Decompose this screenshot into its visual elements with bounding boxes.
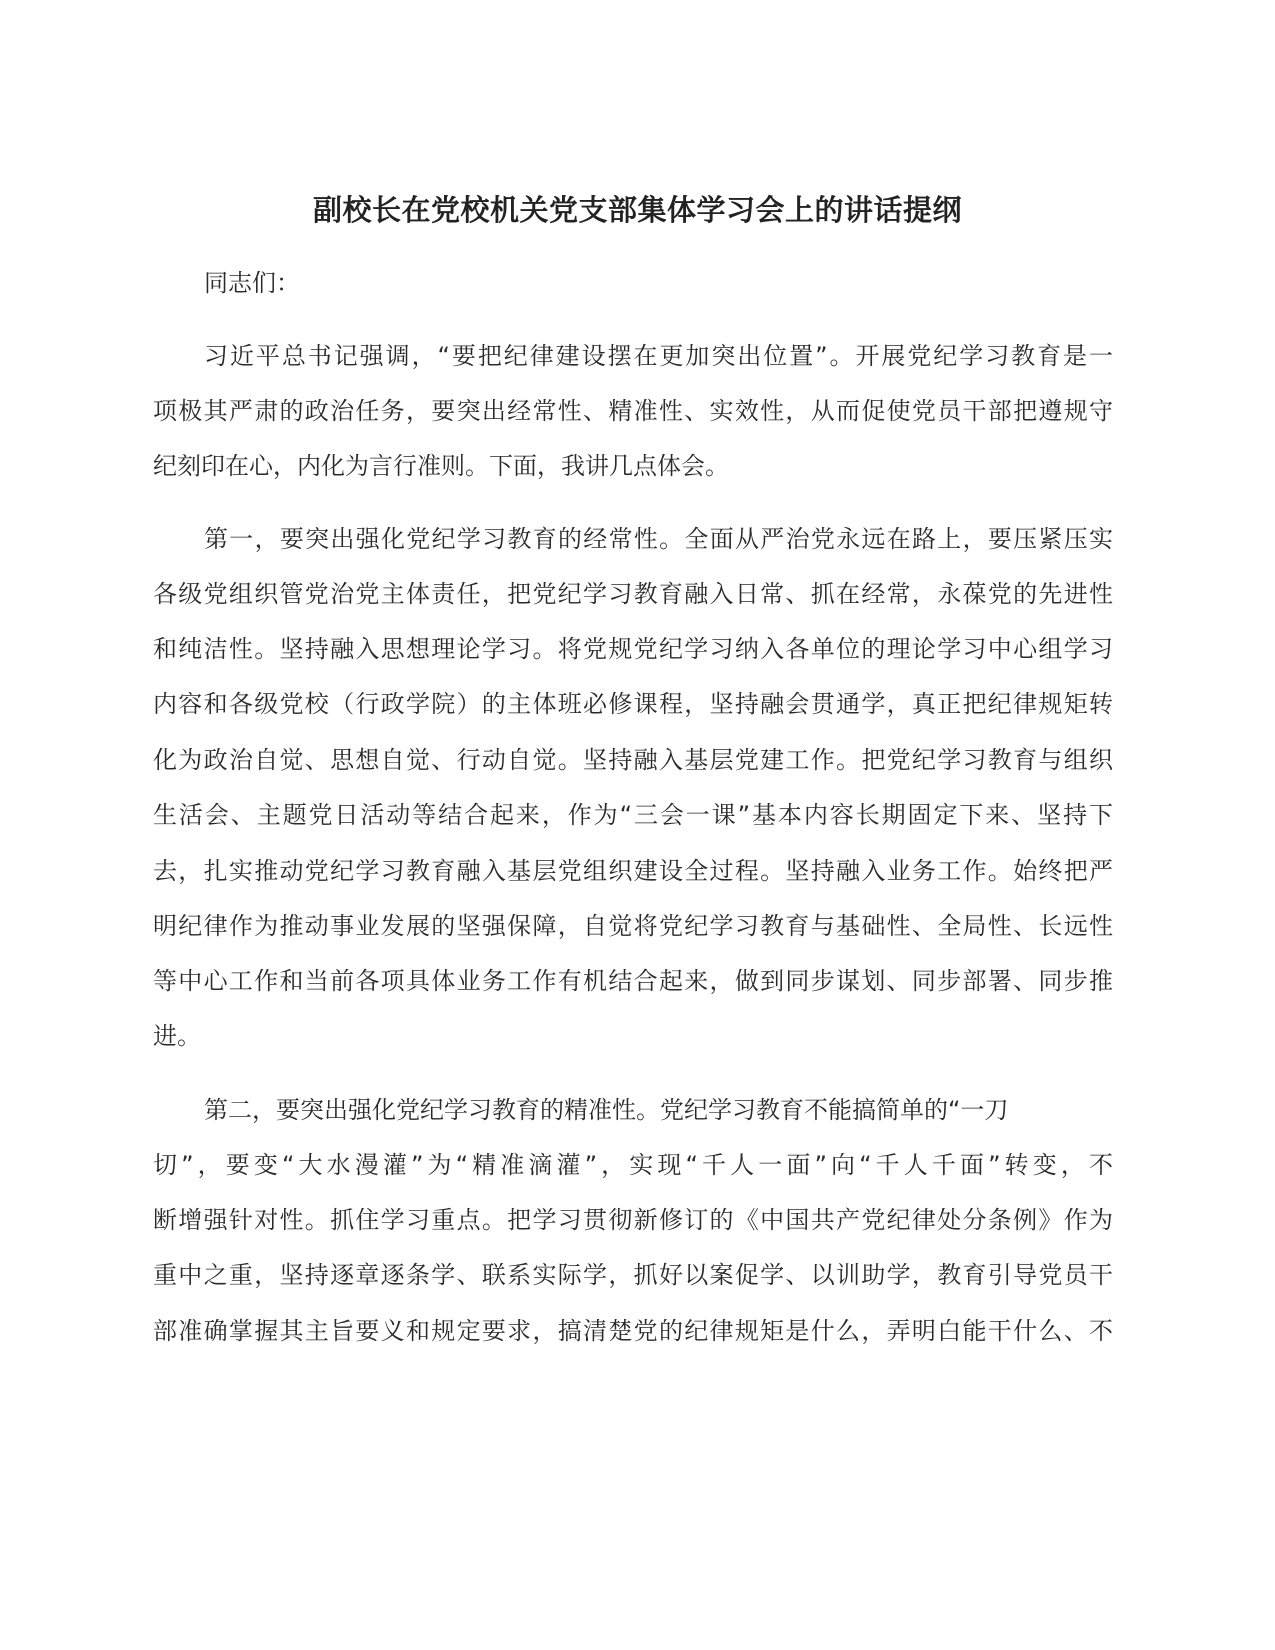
- paragraph-line: 部准确掌握其主旨要义和规定要求，搞清楚党的纪律规矩是什么，弄明白能干什么、不: [153, 1317, 1113, 1345]
- paragraph-line: 各级党组织管党治党主体责任，把党纪学习教育融入日常、抓在经常，永葆党的先进性: [153, 580, 1113, 608]
- paragraph-line: 习近平总书记强调，“要把纪律建设摆在更加突出位置”。开展党纪学习教育是一: [204, 342, 1113, 370]
- paragraph-line: 生活会、主题党日活动等结合起来，作为“三会一课”基本内容长期固定下来、坚持下: [153, 801, 1113, 829]
- paragraph-line: 切”，要变“大水漫灌”为“精准滴灌”，实现“千人一面”向“千人千面”转变，不: [153, 1151, 1113, 1179]
- paragraph-line: 内容和各级党校（行政学院）的主体班必修课程，坚持融会贯通学，真正把纪律规矩转: [153, 690, 1113, 718]
- paragraph-line: 第二，要突出强化党纪学习教育的精准性。党纪学习教育不能搞简单的“一刀: [204, 1096, 1009, 1124]
- paragraph-line: 断增强针对性。抓住学习重点。把学习贯彻新修订的《中国共产党纪律处分条例》作为: [153, 1206, 1113, 1234]
- paragraph-line: 等中心工作和当前各项具体业务工作有机结合起来，做到同步谋划、同步部署、同步推: [153, 967, 1113, 995]
- paragraph-line: 进。: [153, 1022, 201, 1050]
- paragraph-line: 纪刻印在心，内化为言行准则。下面，我讲几点体会。: [153, 452, 729, 480]
- paragraph-line: 去，扎实推动党纪学习教育融入基层党组织建设全过程。坚持融入业务工作。始终把严: [153, 857, 1113, 885]
- paragraph-line: 项极其严肃的政治任务，要突出经常性、精准性、实效性，从而促使党员干部把遵规守: [153, 397, 1113, 425]
- paragraph-line: 明纪律作为推动事业发展的坚强保障，自觉将党纪学习教育与基础性、全局性、长远性: [153, 912, 1113, 940]
- paragraph-line: 和纯洁性。坚持融入思想理论学习。将党规党纪学习纳入各单位的理论学习中心组学习: [153, 635, 1113, 663]
- paragraph-line: 化为政治自觉、思想自觉、行动自觉。坚持融入基层党建工作。把党纪学习教育与组织: [153, 746, 1113, 774]
- paragraph-line: 第一，要突出强化党纪学习教育的经常性。全面从严治党永远在路上，要压紧压实: [204, 525, 1113, 553]
- paragraph-line: 重中之重，坚持逐章逐条学、联系实际学，抓好以案促学、以训助学，教育引导党员干: [153, 1261, 1113, 1289]
- document-title: 副校长在党校机关党支部集体学习会上的讲话提纲: [312, 193, 962, 227]
- salutation: 同志们：: [204, 269, 300, 297]
